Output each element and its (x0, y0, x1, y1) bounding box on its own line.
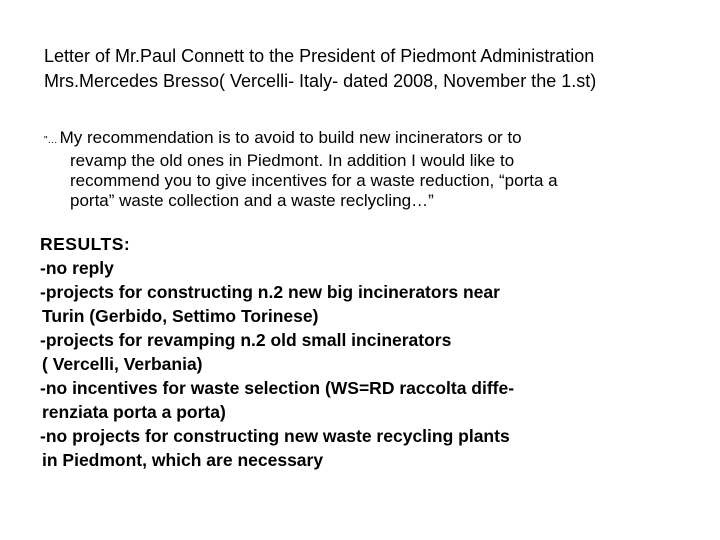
results-line: -projects for revamping n.2 old small incinerators (40, 330, 452, 350)
quote-line-1-text: My recommendation is to avoid to build new incinerators or to (59, 128, 522, 147)
results-line: in Piedmont, which are necessary (42, 450, 324, 470)
results-section (40, 232, 710, 472)
results-line: -no incentives for waste selection (WS=RD raccolta diffe- (40, 378, 515, 398)
quote-line-4: porta” waste collection and a waste reclycling…” (70, 191, 434, 210)
results-line: Turin (Gerbido, Settimo Torinese) (42, 306, 319, 326)
results-title: RESULTS: (40, 234, 131, 254)
quote-line-3: recommend you to give incentives for a waste reduction, “porta a (70, 171, 558, 190)
letter-quote (44, 128, 684, 211)
quote-line-1 (44, 128, 684, 151)
open-quote-mark: "… (44, 135, 58, 146)
letter-heading (44, 44, 704, 94)
heading-line-1: Letter of Mr.Paul Connett to the President of Piedmont Administration (44, 46, 595, 66)
results-line: -no projects for constructing new waste recycling plants (40, 426, 510, 446)
quote-line-2: revamp the old ones in Piedmont. In addition I would like to (70, 151, 515, 170)
results-line: -projects for constructing n.2 new big incinerators near (40, 282, 500, 302)
results-line: ( Vercelli, Verbania) (42, 354, 203, 374)
heading-line-2: Mrs.Mercedes Bresso( Vercelli- Italy- dated 2008, November the 1.st) (44, 71, 597, 91)
results-line: renziata porta a porta) (42, 402, 226, 422)
results-line: -no reply (40, 258, 114, 278)
